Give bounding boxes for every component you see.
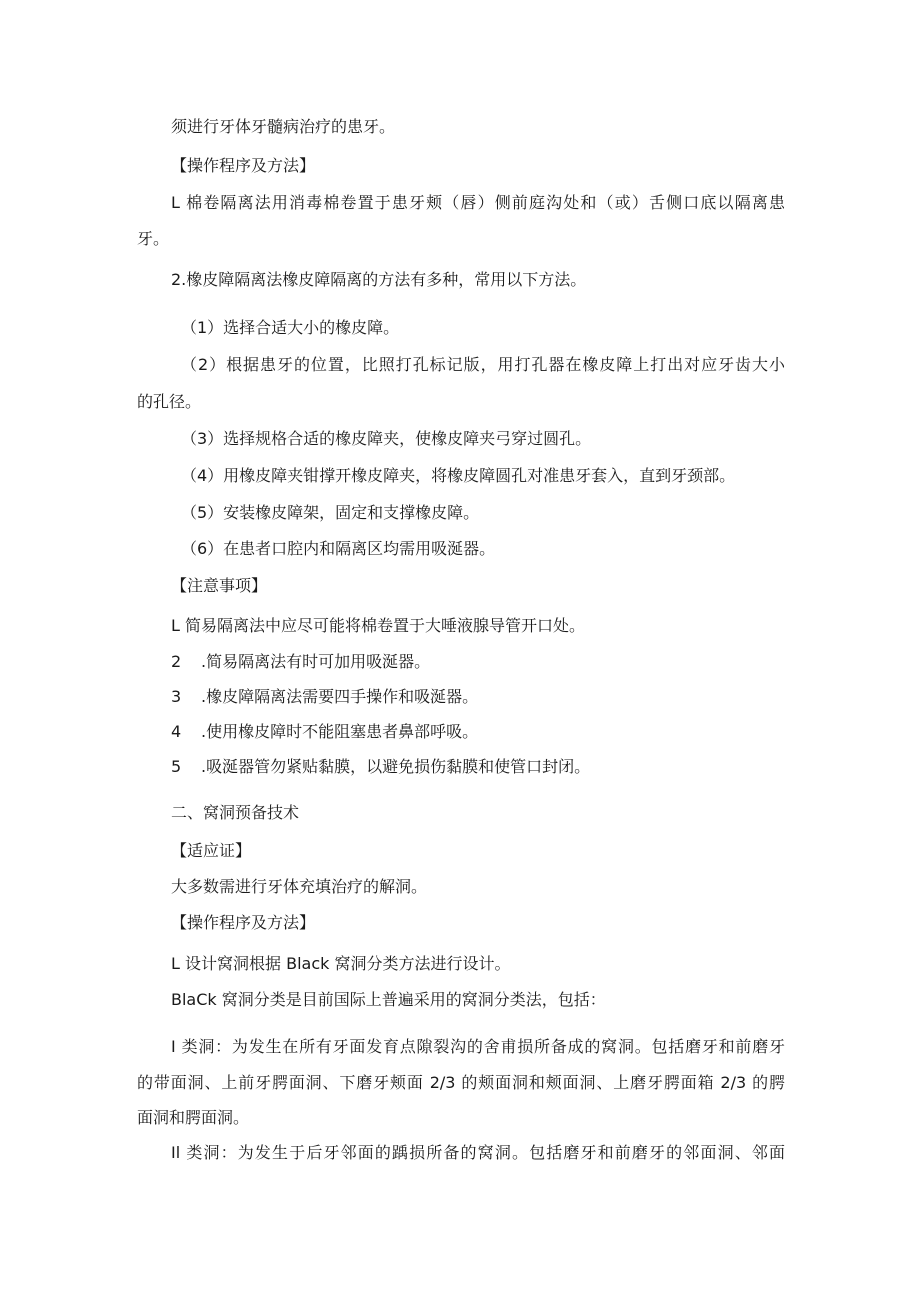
paragraph-line: 须进行牙体牙髓病治疗的患牙。 [171,117,396,136]
note-text: .使用橡皮障时不能阻塞患者鼻部呼吸。 [201,722,479,741]
note-number: 2 [171,652,182,671]
note-number: 4 [171,722,182,741]
paragraph-line: I 类洞：为发生在所有牙面发育点隙裂沟的舍甫损所备成的窝洞。包括磨牙和前磨牙 [171,1037,785,1056]
note-text: .橡皮障隔离法需要四手操作和吸涎器。 [201,687,479,706]
section-title: 二、窝洞预备技术 [171,803,300,822]
paragraph-line: 2.橡皮障隔离法橡皮障隔离的方法有多种，常用以下方法。 [171,270,587,289]
note-text: .吸涎器管勿紧贴黏膜，以避免损伤黏膜和使管口封闭。 [201,757,591,776]
paragraph-line: L 棉卷隔离法用消毒棉卷置于患牙颊（唇）侧前庭沟处和（或）舌侧口底以隔离患 [171,193,785,212]
note-item [171,722,478,742]
section-heading-notes: 【注意事项】 [171,576,268,595]
note-item [171,757,590,777]
section-heading-indication: 【适应证】 [171,841,252,860]
list-item: （6）在患者口腔内和隔离区均需用吸涎器。 [181,539,496,558]
section-heading-operation: 【操作程序及方法】 [171,156,316,175]
note-item [171,652,430,672]
paragraph-line: Il 类洞：为发生于后牙邻面的踽损所备的窝洞。包括磨牙和前磨牙的邻面洞、邻面 [171,1143,785,1162]
list-item: （5）安装橡皮障架，固定和支撑橡皮障。 [181,503,480,522]
note-item [171,687,478,707]
list-item: （2）根据患牙的位置，比照打孔标记版，用打孔器在橡皮障上打出对应牙齿大小 [181,355,785,374]
list-item: （1）选择合适大小的橡皮障。 [181,318,400,337]
paragraph-line: 面洞和腭面洞。 [137,1108,250,1127]
paragraph-line: 大多数需进行牙体充填治疗的解洞。 [171,877,428,896]
list-item: （4）用橡皮障夹钳撑开橡皮障夹，将橡皮障圆孔对准患牙套入，直到牙颈部。 [181,466,736,485]
paragraph-line: BlaCk 窝洞分类是目前国际上普遍采用的窝洞分类法，包括： [171,990,606,1009]
note-number: 5 [171,757,182,776]
paragraph-line: 牙。 [137,229,170,248]
section-heading-operation: 【操作程序及方法】 [171,913,316,932]
note-number: 3 [171,687,182,706]
paragraph-line: 的带面洞、上前牙腭面洞、下磨牙颊面 2/3 的颊面洞和颊面洞、上磨牙腭面箱 2/3 的腭 [137,1073,785,1092]
note-item: L 简易隔离法中应尽可能将棉卷置于大唾液腺导管开口处。 [171,616,586,635]
note-text: .简易隔离法有时可加用吸涎器。 [201,652,431,671]
paragraph-line: L 设计窝洞根据 Black 窝洞分类方法进行设计。 [171,954,511,973]
list-item: （3）选择规格合适的橡皮障夹，使橡皮障夹弓穿过圆孔。 [181,429,592,448]
list-item-continuation: 的孔径。 [137,392,202,411]
